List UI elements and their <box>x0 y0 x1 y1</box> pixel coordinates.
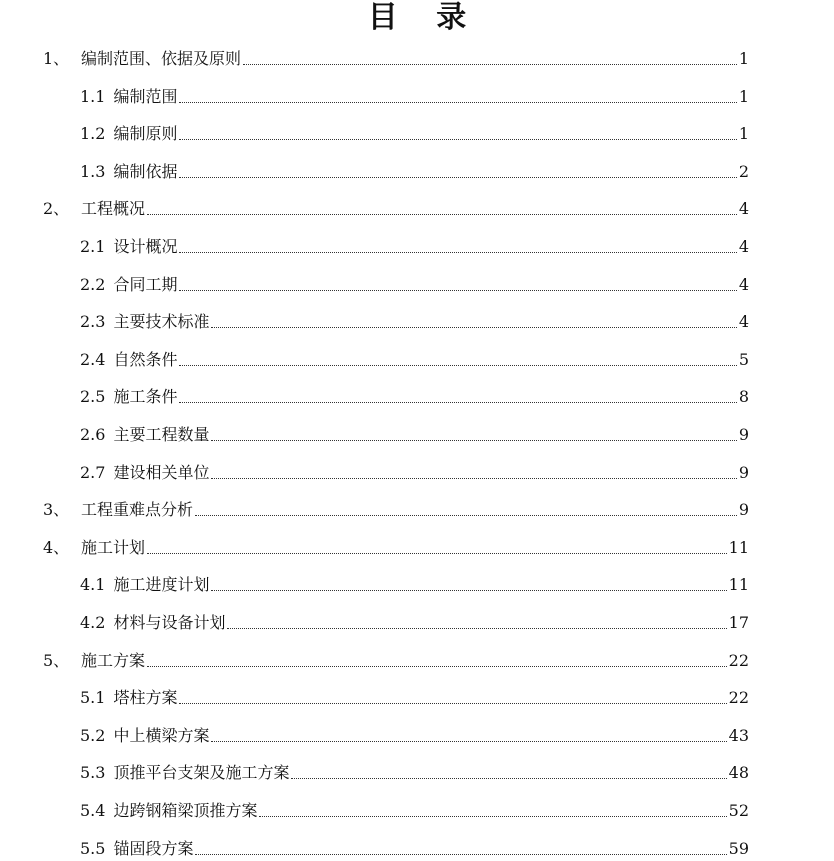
toc-entry-page-number: 52 <box>728 801 749 820</box>
toc-entry[interactable] <box>80 568 749 596</box>
toc-dot-leader <box>147 665 727 667</box>
toc-entry-page-number: 8 <box>738 387 749 407</box>
toc-entry-title: 主要技术标准 <box>113 312 210 332</box>
toc-dot-leader <box>195 514 737 516</box>
toc-entry-page-number: 9 <box>738 462 749 482</box>
toc-entry-title: 顶推平台支架及施工方案 <box>113 763 290 783</box>
toc-entry-page-number: 4 <box>738 274 749 294</box>
toc-entry[interactable] <box>43 531 749 559</box>
toc-entry-page-number: 59 <box>728 838 749 858</box>
toc-entry-page-number: 11 <box>728 575 749 595</box>
toc-entry-number: 2.1 <box>80 237 106 256</box>
toc-entry-number: 5.3 <box>80 763 106 783</box>
toc-dot-leader <box>195 853 726 855</box>
toc-entry-title: 施工条件 <box>113 387 178 407</box>
toc-entry-number: 5.2 <box>80 725 106 745</box>
toc-entry-number: 2.7 <box>80 462 106 482</box>
toc-dot-leader <box>179 138 736 140</box>
toc-entry[interactable] <box>80 719 749 747</box>
toc-entry-page-number: 22 <box>728 650 749 670</box>
toc-dot-leader <box>211 589 726 591</box>
toc-entry-number: 1.1 <box>80 86 106 106</box>
toc-entry-title: 施工进度计划 <box>113 575 210 595</box>
toc-entry-number: 5、 <box>43 650 70 670</box>
toc-entry-number: 5.1 <box>80 688 106 708</box>
toc-entry-title: 编制依据 <box>113 161 178 181</box>
toc-entry[interactable] <box>80 117 749 145</box>
toc-entry-title: 边跨钢箱梁顶推方案 <box>113 801 258 820</box>
toc-entry-page-number: 1 <box>738 124 749 144</box>
toc-entry[interactable] <box>80 794 749 822</box>
toc-entry-title: 工程重难点分析 <box>81 500 194 520</box>
toc-entry-title: 塔柱方案 <box>113 688 178 708</box>
toc-entry-number: 5.5 <box>80 838 106 858</box>
toc-entry-title: 主要工程数量 <box>113 425 210 444</box>
toc-entry-page-number: 11 <box>728 537 749 557</box>
toc-dot-leader <box>147 213 737 215</box>
toc-entry-number: 3、 <box>43 500 70 520</box>
toc-dot-leader <box>179 289 736 291</box>
toc-entry-number: 4.1 <box>80 575 106 595</box>
toc-entry[interactable] <box>43 42 749 70</box>
toc-entry-title: 编制原则 <box>113 124 178 144</box>
toc-dot-leader <box>211 477 736 479</box>
toc-entry-number: 4、 <box>43 537 70 557</box>
toc-entry-title: 施工计划 <box>81 537 146 557</box>
toc-entry-number: 2、 <box>43 199 70 219</box>
toc-entry[interactable] <box>80 606 749 634</box>
toc-entry-page-number: 17 <box>728 613 749 632</box>
toc-dot-leader <box>243 63 737 65</box>
toc-dot-leader <box>179 251 736 253</box>
toc-entry-title: 锚固段方案 <box>113 838 194 858</box>
toc-entry-number: 2.6 <box>80 425 106 444</box>
toc-entry-title: 设计概况 <box>113 237 178 256</box>
toc-entry-title: 编制范围 <box>113 86 178 106</box>
toc-entry-page-number: 43 <box>728 725 749 745</box>
toc-dot-leader <box>211 326 736 328</box>
toc-entry[interactable] <box>80 268 749 296</box>
toc-entry-number: 2.3 <box>80 312 106 332</box>
toc-dot-leader <box>211 740 726 742</box>
toc-entry-page-number: 4 <box>738 312 749 332</box>
toc-entry-page-number: 4 <box>738 199 749 219</box>
toc-entry-number: 1、 <box>43 49 70 68</box>
toc-entry-page-number: 22 <box>728 688 749 708</box>
toc-dot-leader <box>227 627 726 629</box>
toc-entry-number: 2.2 <box>80 274 106 294</box>
toc-entry[interactable] <box>80 230 749 258</box>
toc-entry-title: 建设相关单位 <box>113 462 210 482</box>
toc-entry-title: 自然条件 <box>113 349 178 369</box>
toc-entry[interactable] <box>80 305 749 333</box>
toc-entry-page-number: 2 <box>738 161 749 181</box>
toc-title: 目 录 <box>367 0 481 35</box>
toc-entry-page-number: 5 <box>738 349 749 369</box>
toc-entry[interactable] <box>80 756 749 784</box>
toc-dot-leader <box>291 777 726 779</box>
toc-entry[interactable] <box>43 192 749 220</box>
toc-entry[interactable] <box>80 456 749 484</box>
toc-entry-page-number: 9 <box>738 425 749 444</box>
toc-entry-page-number: 4 <box>738 237 749 256</box>
toc-entry-number: 2.4 <box>80 349 106 369</box>
toc-entry[interactable] <box>80 681 749 709</box>
toc-dot-leader <box>179 364 736 366</box>
toc-entry-number: 5.4 <box>80 801 106 820</box>
toc-entry-title: 编制范围、依据及原则 <box>81 49 242 68</box>
toc-entry-number: 4.2 <box>80 613 106 632</box>
toc-entry-number: 1.2 <box>80 124 106 144</box>
toc-entry[interactable] <box>43 493 749 521</box>
toc-entry-number: 1.3 <box>80 161 106 181</box>
toc-entry-title: 施工方案 <box>81 650 146 670</box>
toc-entry[interactable] <box>43 644 749 672</box>
toc-dot-leader <box>259 815 726 817</box>
toc-entry-page-number: 48 <box>728 763 749 783</box>
toc-dot-leader <box>179 401 736 403</box>
toc-entry[interactable] <box>80 380 749 408</box>
toc-dot-leader <box>211 439 736 441</box>
toc-entry-page-number: 9 <box>738 500 749 520</box>
toc-dot-leader <box>179 101 736 103</box>
toc-entry-title: 工程概况 <box>81 199 146 219</box>
toc-entry-page-number: 1 <box>738 49 749 68</box>
toc-entry-number: 2.5 <box>80 387 106 407</box>
toc-entry[interactable] <box>80 418 749 446</box>
toc-entry-title: 材料与设备计划 <box>113 613 226 632</box>
toc-entry[interactable] <box>80 832 749 860</box>
toc-dot-leader <box>147 552 727 554</box>
toc-dot-leader <box>179 176 736 178</box>
toc-entry-page-number: 1 <box>738 86 749 106</box>
toc-entry-title: 合同工期 <box>113 274 178 294</box>
toc-entry[interactable] <box>80 80 749 108</box>
toc-entry[interactable] <box>80 343 749 371</box>
toc-entry[interactable] <box>80 155 749 183</box>
toc-dot-leader <box>179 702 726 704</box>
toc-entry-title: 中上横梁方案 <box>113 725 210 745</box>
